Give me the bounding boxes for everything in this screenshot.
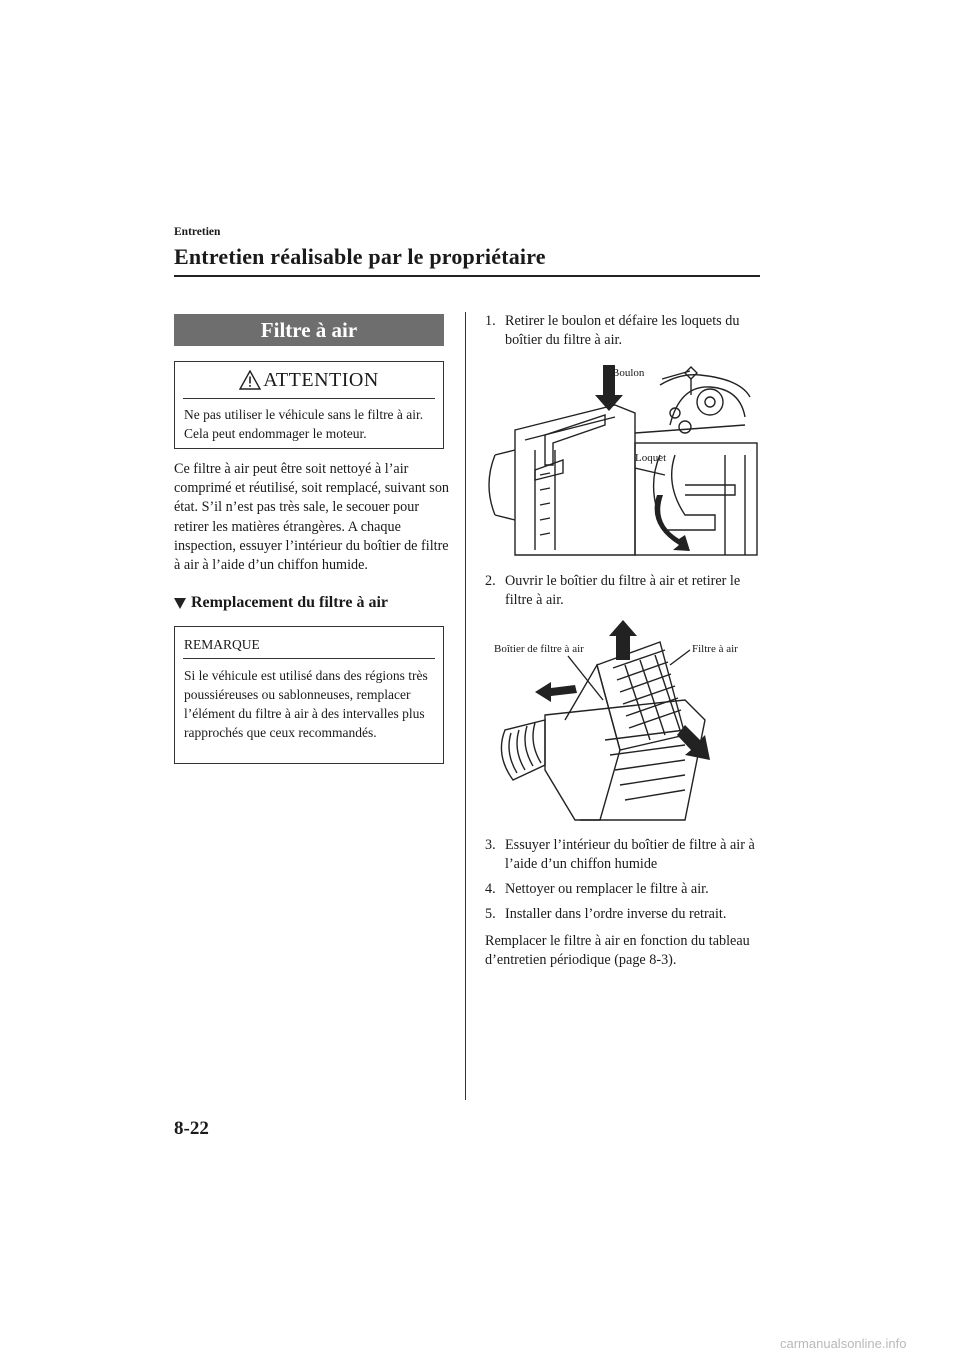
remarque-box bbox=[174, 626, 444, 764]
intro-paragraph: Ce filtre à air peut être soit nettoyé à l’air comprimé et réutilisé, soit remplacé, suivant son état. S’il n’est pas très sale, le secouer pour retirer les matières étrangères. A chaque inspection, essuyer l’intérieur du boîtier de filtre à air à l’aide d’un chiffon humide. bbox=[174, 461, 450, 574]
subheading-text: Remplacement du filtre à air bbox=[191, 594, 388, 611]
subheading bbox=[174, 594, 388, 612]
step-1 bbox=[485, 312, 761, 350]
attention-header bbox=[175, 362, 443, 398]
label-housing: Boîtier de filtre à air bbox=[494, 643, 584, 655]
step-text: Ouvrir le boîtier du filtre à air et retirer le filtre à air. bbox=[505, 573, 741, 609]
step-number: 3. bbox=[485, 837, 496, 853]
step-4 bbox=[485, 880, 761, 899]
section-banner: Filtre à air bbox=[174, 314, 444, 346]
attention-text: Ne pas utiliser le véhicule sans le filtre à air. Cela peut endommager le moteur. bbox=[184, 407, 424, 441]
step-number: 5. bbox=[485, 906, 496, 922]
step-text: Essuyer l’intérieur du boîtier de filtre à air à l’aide d’un chiffon humide bbox=[505, 837, 755, 873]
step-2 bbox=[485, 572, 761, 610]
step-number: 1. bbox=[485, 313, 496, 329]
watermark: carmanualsonline.info bbox=[780, 1336, 907, 1351]
step-number: 2. bbox=[485, 573, 496, 589]
remarque-text: Si le véhicule est utilisé dans des régions très poussiéreuses ou sablonneuses, remplacer l’élément du filtre à air à des intervalles plus rapprochés que ceux recommandés. bbox=[184, 668, 428, 740]
column-divider bbox=[465, 312, 466, 1100]
step-text: Installer dans l’ordre inverse du retrait. bbox=[505, 906, 727, 922]
step-text: Retirer le boulon et défaire les loquets du boîtier du filtre à air. bbox=[505, 313, 740, 349]
attention-box bbox=[174, 361, 444, 449]
triangle-down-icon bbox=[174, 598, 186, 609]
label-bolt: Boulon bbox=[612, 367, 645, 379]
step-number: 4. bbox=[485, 881, 496, 897]
step-text: Nettoyer ou remplacer le filtre à air. bbox=[505, 881, 709, 897]
step-3 bbox=[485, 836, 761, 874]
section-label: Entretien bbox=[174, 226, 221, 238]
remarque-title: REMARQUE bbox=[184, 637, 260, 652]
header-rule bbox=[174, 275, 760, 277]
page-number: 8-22 bbox=[174, 1118, 209, 1139]
warning-icon bbox=[239, 370, 261, 390]
final-paragraph: Remplacer le filtre à air en fonction du tableau d’entretien périodique (page 8-3). bbox=[485, 933, 750, 969]
chapter-title: Entretien réalisable par le propriétaire bbox=[174, 244, 546, 269]
label-latch: Loquet bbox=[635, 452, 667, 464]
attention-title: ATTENTION bbox=[263, 368, 379, 391]
label-filter: Filtre à air bbox=[692, 643, 738, 655]
step-5 bbox=[485, 905, 761, 924]
figure-bolt-latch bbox=[485, 355, 760, 560]
